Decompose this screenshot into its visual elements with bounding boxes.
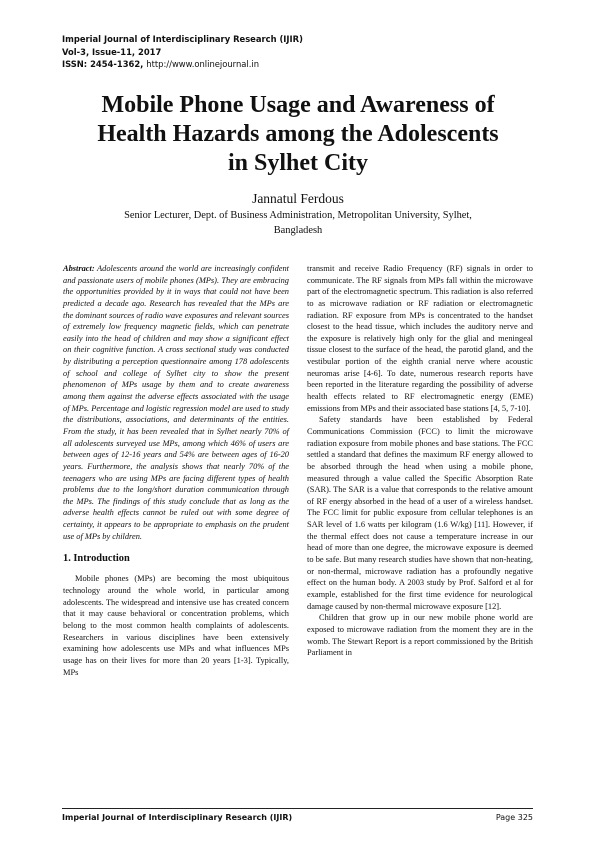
body-paragraph: Safety standards have been established by Federal Communications Commission (FCC) to limit the microwave radiation exposure from mobile phones and base stations. The FCC settled a standard that defines the maximum RF energy allowed to be absorbed through the head when using a mobile phone, measured through a value called the Specific Absorption Rate (SAR). The SAR is a value that corresponds to the relative amount of RF energy absorbed in the head of a user of a wireless handset. The FCC limit for public exposure from cellular telephones is an SAR level of 1.6 watts per kilogram (1.6 W/kg) [11]. However, if the thermal effect does not cause a temperature increase in our head of more than one degree, the microwave exposure is deemed to be safe. But many research studies have shown that non-heating, or non-thermal, microwave radiation has a profoundly negative effect on the human body. A 2003 study by Prof. Salford et al for example, established for the first time evidence for neurological damage caused by non-thermal microwave exposure [12].: [307, 415, 533, 611]
paper-title: [40, 91, 556, 178]
title-line: in Sylhet City: [227, 150, 368, 176]
page-number: Page 325: [495, 813, 533, 822]
title-line: Health Hazards among the Adolescents: [97, 121, 499, 147]
journal-name: Imperial Journal of Interdisciplinary Research (IJIR): [62, 34, 303, 44]
abstract-label: Abstract:: [63, 264, 95, 273]
footer-divider: [62, 808, 533, 809]
body-paragraph: transmit and receive Radio Frequency (RF) signals in order to communicate. The RF signals from MPs fall within the microwave part of the electromagnetic spectrum. This radiation is also referred to as microwave radiation or RF radiation or electromagnetic radiation. RF exposure from MPs is concentrated to the handset closest to the head tissue, which includes the auditory nerve and the exposure is relatively high only for the glial and meningeal tissue closest to the surface of the head, the parotid gland, and the vestibular portion of the eighth cranial nerve where acoustic neuromas arise [4-6]. To date, numerous research reports have been reported in the literature regarding the possibility of adverse health effects related to RF electromagnetic energy (EME) emissions from MPs and their associated base stations [4, 5, 7-10].: [307, 264, 533, 413]
abstract: [63, 263, 289, 542]
abstract-text: Adolescents around the world are increasingly confident and passionate users of mobile phones (MPs). They are embracing the opportunities provided by it in ways that could not have been predicted a decade ago. Research has revealed that the MPs are the dominant sources of radio wave exposures and relevant sources of extremely low frequency magnetic fields, which can penetrate easily into the head of children and may show a significant effect on their cognitive function. A cross sectional study was conducted by distributing a perception questionnaire among 178 adolescents of school and college of Sylhet city to show the present phenomenon of MPs usage by them and to create awareness among them against the adverse effects associated with the usage of MPs. Percentage and logistic regression model are used to study the distributions, associations, and determinants of the entities. From the study, it has been revealed that in Sylhet nearly 70% of all adolescents surveyed use MPs, among which 46% of users are between ages of 12-16 years and 54% are between ages of 16-20 years. Furthermore, the analysis shows that nearly 70% of the teenagers who are using MPs are facing different types of health problems due to the long/short duration communication through the MPs. The findings of this study conclude that as long as the adverse health effects cannot be ruled out with some degree of certainty, it appears to be appropriate to emphasis on the prudent use of MPs by children.: [63, 264, 290, 541]
right-column: [307, 263, 533, 659]
title-line: Mobile Phone Usage and Awareness of: [101, 92, 495, 118]
body-paragraph: Children that grow up in our new mobile phone world are exposed to microwave radiation from the moment they are in the womb. The Stewart Report is a report commissioned by the British Parliament in: [307, 613, 533, 658]
affiliation-line: Senior Lecturer, Dept. of Business Administration, Metropolitan University, Sylhet,: [124, 210, 472, 221]
body-paragraph: Mobile phones (MPs) are becoming the most ubiquitous technology around the whole world, in particular among adolescents. The widespread and intensive use has created concern that it may cause behavioral or concentration problems, which belong to the most common health complaints of adolescents. Researchers in various disciplines have been extensively examining how adolescents use MPs and what influences MPs usage has on their lives for more than 20 years [1-3]. Typically, MPs: [63, 574, 289, 677]
journal-issn: ISSN: 2454-1362,: [62, 59, 144, 70]
journal-issn-line: [62, 58, 462, 71]
journal-header: [62, 33, 462, 71]
affiliation-line: Bangladesh: [273, 225, 323, 236]
journal-url[interactable]: http://www.onlinejournal.in: [146, 59, 260, 70]
footer-journal-name: Imperial Journal of Interdisciplinary Research (IJIR): [62, 813, 293, 822]
section-heading-introduction: 1. Introduction: [63, 553, 130, 565]
author-affiliation: [60, 208, 536, 238]
author-name: Jannatul Ferdous: [252, 191, 344, 206]
journal-volume: Vol-3, Issue-11, 2017: [62, 46, 162, 57]
left-column: [63, 263, 289, 678]
